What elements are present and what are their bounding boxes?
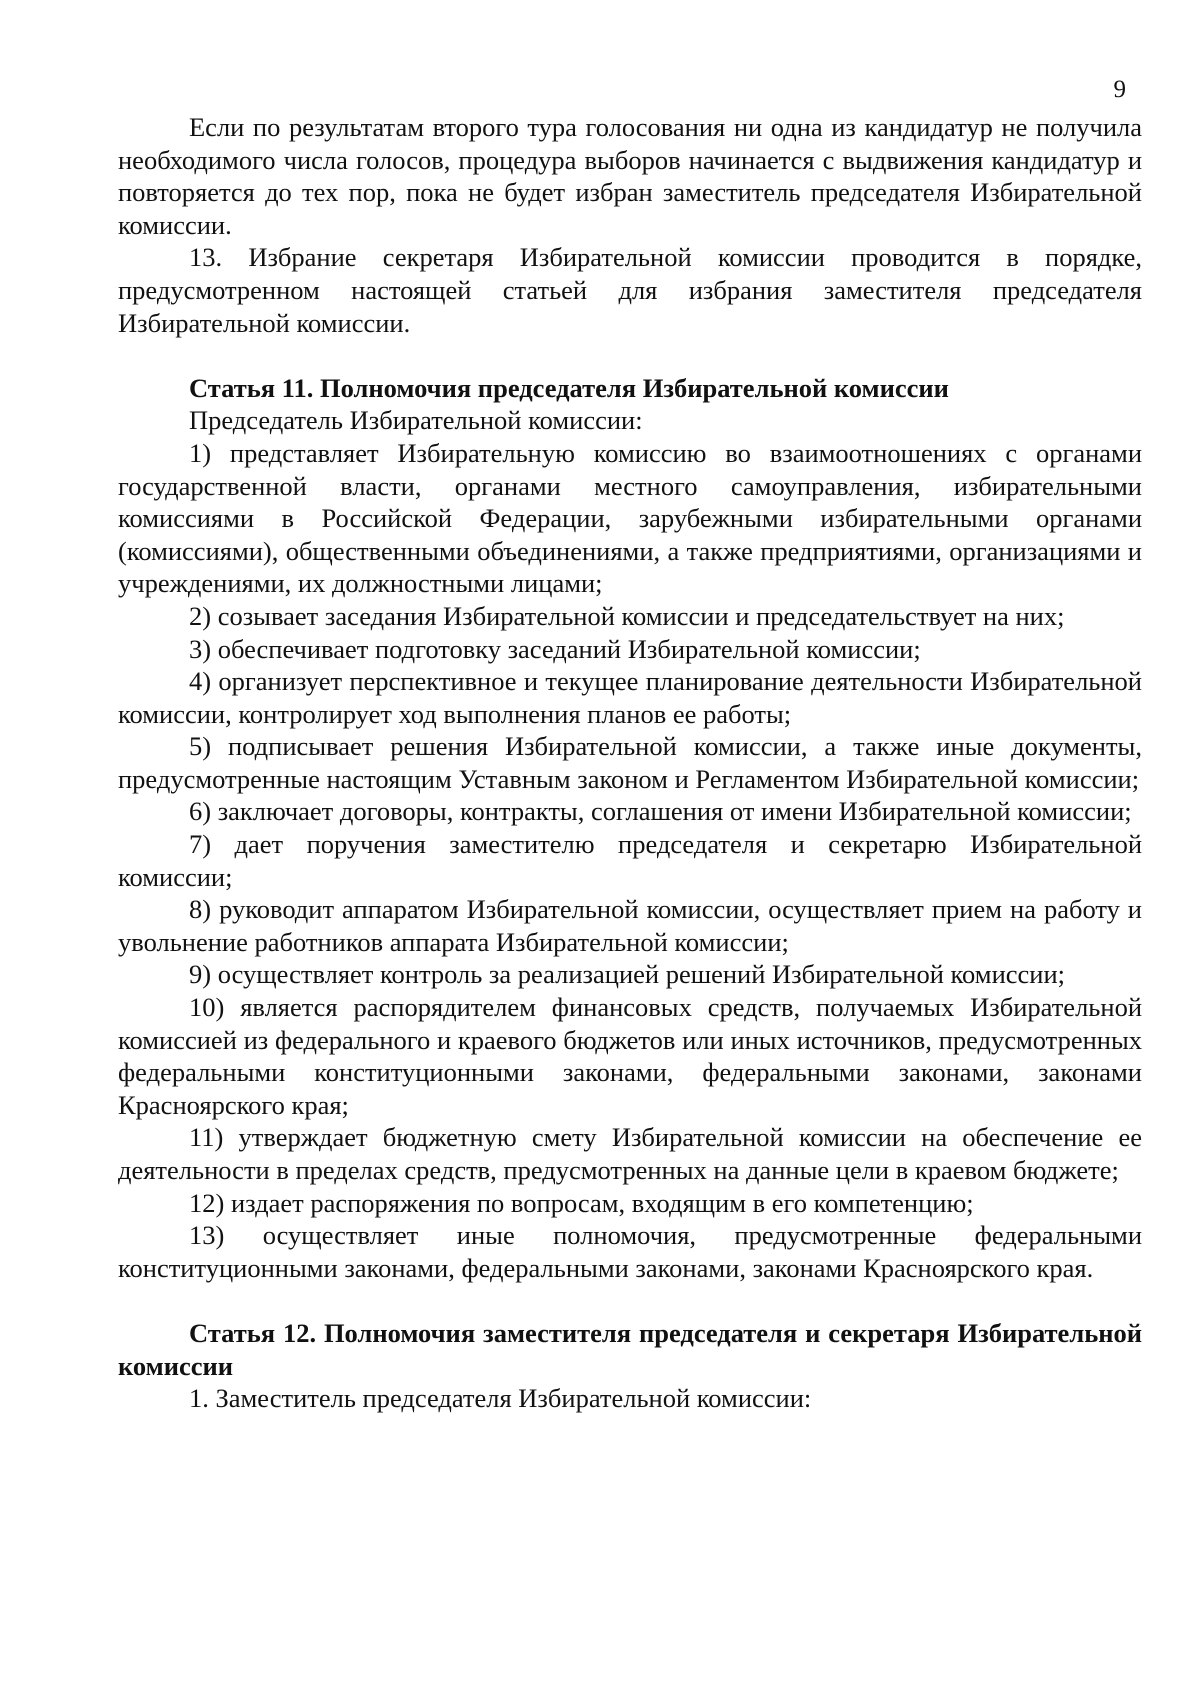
list-item-11: 11) утверждает бюджетную смету Избирательной комиссии на обеспечение ее деятельности в пределах средств, предусмотренных на данные цели в краевом бюджете; [118,1122,1142,1185]
list-item-3: 3) обеспечивает подготовку заседаний Избирательной комиссии; [189,633,921,664]
page-number: 9 [1113,76,1126,103]
paragraph-deputy-intro: 1. Заместитель председателя Избирательной комиссии: [189,1383,812,1414]
paragraph-secretary-election: 13. Избрание секретаря Избирательной комиссии проводится в порядке, предусмотренном настоящей статьей для избрания заместителя председателя Избирательной комиссии. [118,242,1142,338]
list-item-2: 2) созывает заседания Избирательной комиссии и председательствует на них; [189,600,1065,631]
list-item-5: 5) подписывает решения Избирательной комиссии, а также иные документы, предусмотренные настоящим Уставным законом и Регламентом Избирательной комиссии; [118,731,1142,794]
list-item-4: 4) организует перспективное и текущее планирование деятельности Избирательной комиссии, контролирует ход выполнения планов ее работы; [118,666,1142,729]
list-item-10: 10) является распорядителем финансовых средств, получаемых Избирательной комиссией из федерального и краевого бюджетов или иных источников, предусмотренных федеральными конституционными законами, федеральными законами, законами Красноярского края; [118,992,1142,1120]
list-item-12: 12) издает распоряжения по вопросам, входящим в его компетенцию; [189,1187,974,1218]
list-item-7: 7) дает поручения заместителю председателя и секретарю Избирательной комиссии; [118,829,1142,892]
list-item-6: 6) заключает договоры, контракты, соглашения от имени Избирательной комиссии; [189,796,1132,827]
document-body [118,111,1142,1415]
list-item-1: 1) представляет Избирательную комиссию во взаимоотношениях с органами государственной власти, органами местного самоуправления, избирательными комиссиями в Российской Федерации, зарубежными избирательными органами (комиссиями), общественными объединениями, а также предприятиями, организациями и учреждениями, их должностными лицами; [118,437,1142,599]
list-item-8: 8) руководит аппаратом Избирательной комиссии, осуществляет прием на работу и увольнение работников аппарата Избирательной комиссии; [118,894,1142,957]
article-12-heading: Статья 12. Полномочия заместителя председателя и секретаря Избирательной комиссии [118,1317,1142,1381]
paragraph-chairman-intro: Председатель Избирательной комиссии: [189,405,643,436]
article-11-heading: Статья 11. Полномочия председателя Избирательной комиссии [189,372,949,403]
list-item-9: 9) осуществляет контроль за реализацией решений Избирательной комиссии; [189,959,1066,990]
paragraph-runoff-result: Если по результатам второго тура голосования ни одна из кандидатур не получила необходимого числа голосов, процедура выборов начинается с выдвижения кандидатур и повторяется до тех пор, пока не будет избран заместитель председателя Избирательной комиссии. [118,112,1142,240]
list-item-13: 13) осуществляет иные полномочия, предусмотренные федеральными конституционными законами, федеральными законами, законами Красноярского края. [118,1220,1142,1283]
